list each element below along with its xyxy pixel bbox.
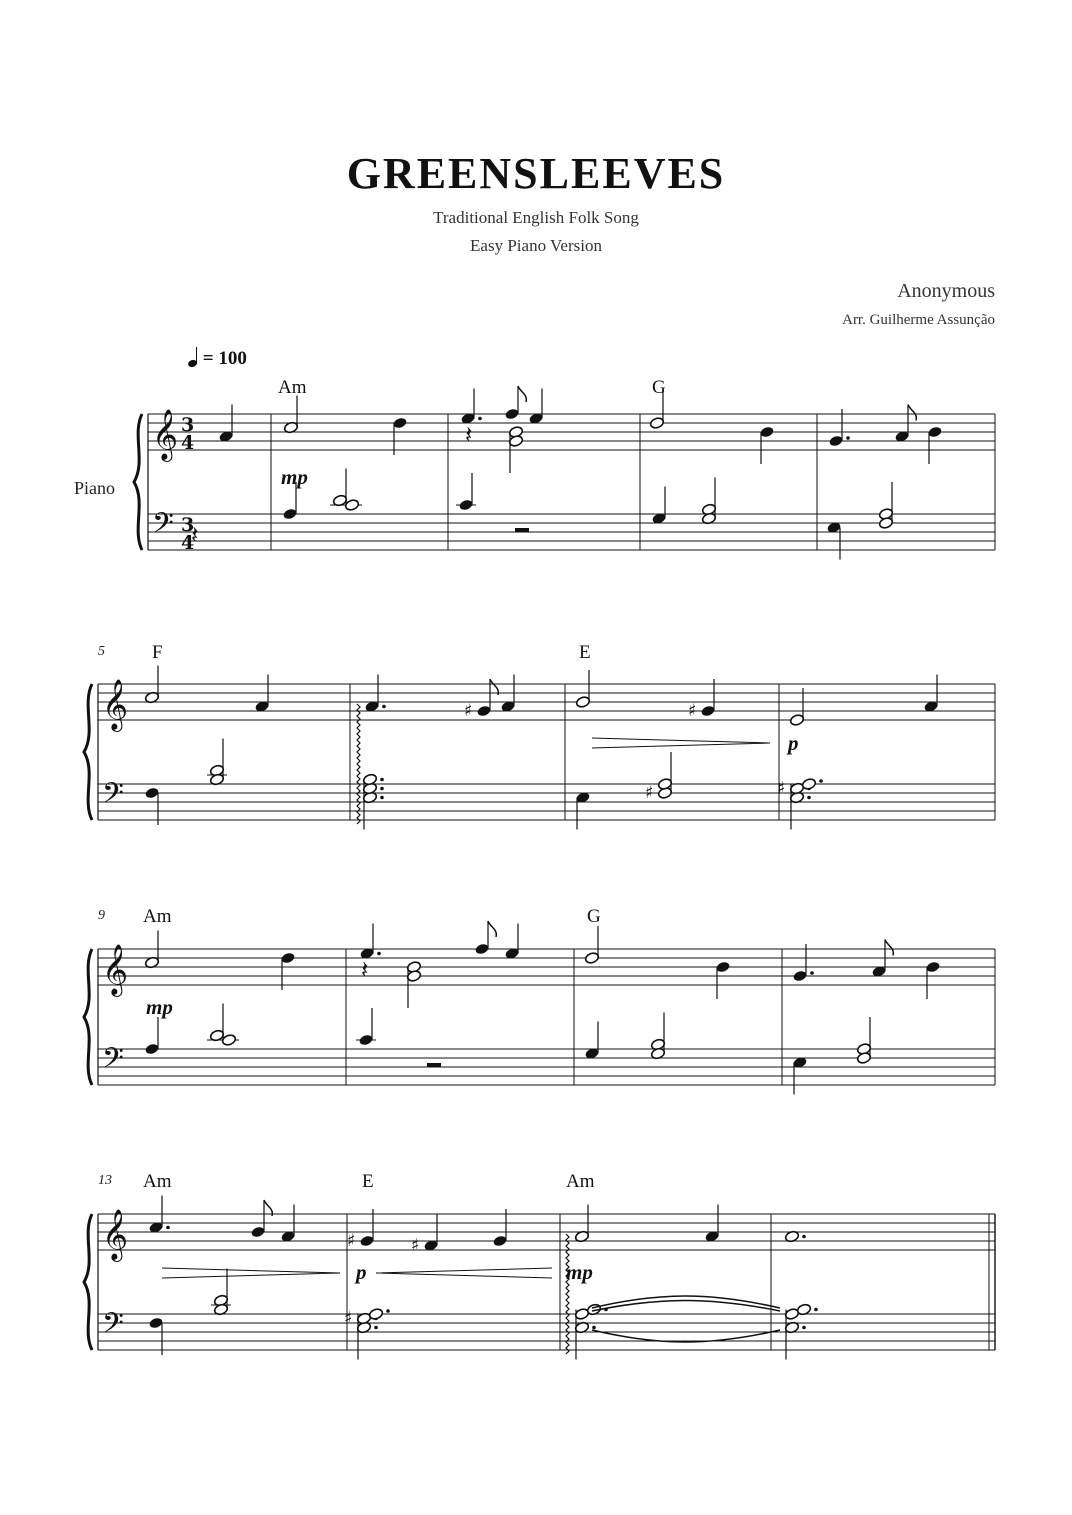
note-head bbox=[148, 1317, 163, 1330]
note-head bbox=[458, 499, 473, 512]
augmentation-dot bbox=[846, 436, 850, 440]
dynamic-marking: p bbox=[788, 731, 799, 755]
augmentation-dot bbox=[802, 1326, 806, 1330]
instrument-name: Piano bbox=[74, 478, 116, 498]
chord-symbol: F bbox=[152, 642, 163, 663]
time-signature-top: 3 bbox=[181, 514, 195, 536]
note-head bbox=[759, 426, 774, 439]
sharp-icon: ♯ bbox=[688, 701, 697, 721]
note-head bbox=[392, 417, 407, 430]
brace bbox=[84, 684, 92, 820]
augmentation-dot bbox=[380, 778, 384, 782]
time-signature-bottom: 4 bbox=[181, 532, 195, 554]
augmentation-dot bbox=[382, 705, 386, 709]
eighth-flag bbox=[885, 940, 893, 956]
time-signature-bottom: 4 bbox=[181, 432, 195, 454]
sharp-icon: ♯ bbox=[645, 783, 654, 803]
note-head bbox=[282, 508, 297, 521]
bass-clef-icon: 𝄢 bbox=[102, 1042, 124, 1082]
half-rest-icon bbox=[427, 1063, 441, 1067]
half-note-head bbox=[856, 1052, 871, 1065]
augmentation-dot bbox=[380, 796, 384, 800]
augmentation-dot bbox=[377, 952, 381, 956]
note-head bbox=[476, 705, 491, 718]
augmentation-dot bbox=[374, 1326, 378, 1330]
bass-clef-icon: 𝄢 bbox=[102, 1307, 124, 1347]
note-head bbox=[474, 943, 489, 956]
measure-number: 5 bbox=[98, 644, 105, 659]
augmentation-dot bbox=[810, 971, 814, 975]
augmentation-dot bbox=[478, 417, 482, 421]
augmentation-dot bbox=[386, 1309, 390, 1313]
note-head bbox=[358, 1034, 373, 1047]
augmentation-dot bbox=[380, 787, 384, 791]
note-head bbox=[250, 1226, 265, 1239]
augmentation-dot bbox=[802, 1235, 806, 1239]
dynamic-marking: mp bbox=[281, 465, 308, 489]
note-head bbox=[492, 1235, 507, 1248]
note-head bbox=[144, 1043, 159, 1056]
bass-clef-icon: 𝄢 bbox=[152, 507, 174, 547]
note-head bbox=[828, 435, 843, 448]
eighth-flag bbox=[908, 405, 916, 421]
measure-number: 13 bbox=[98, 1173, 112, 1188]
note-head bbox=[280, 952, 295, 965]
arpeggio-line bbox=[566, 1234, 569, 1354]
note-head bbox=[925, 961, 940, 974]
note-head bbox=[504, 408, 519, 421]
chord-symbol: Am bbox=[143, 1171, 172, 1192]
arpeggio-line bbox=[357, 704, 360, 824]
half-note-head bbox=[508, 435, 523, 448]
half-note-head bbox=[789, 714, 804, 727]
crescendo-hairpin bbox=[376, 1268, 552, 1278]
dynamic-marking: mp bbox=[566, 1260, 593, 1284]
note-head bbox=[715, 961, 730, 974]
bass-clef-icon: 𝄢 bbox=[102, 777, 124, 817]
song-title: GREENSLEEVES bbox=[346, 149, 726, 198]
augmentation-dot bbox=[166, 1226, 170, 1230]
tempo-value: = 100 bbox=[202, 348, 247, 369]
quarter-rest-icon: 𝄽 bbox=[361, 955, 369, 984]
quarter-rest-icon: 𝄽 bbox=[191, 520, 199, 549]
sharp-icon: ♯ bbox=[777, 778, 786, 799]
half-note-head bbox=[575, 696, 590, 709]
brace bbox=[84, 1214, 92, 1350]
chord-symbol: G bbox=[587, 906, 601, 927]
song-version: Easy Piano Version bbox=[470, 236, 602, 255]
arranger: Arr. Guilherme Assunção bbox=[842, 312, 995, 328]
sharp-icon: ♯ bbox=[411, 1235, 420, 1256]
dynamic-marking: mp bbox=[146, 995, 173, 1019]
chord-symbol: G bbox=[652, 377, 666, 398]
note-head bbox=[792, 970, 807, 983]
note-head bbox=[359, 1235, 374, 1248]
note-head bbox=[700, 705, 715, 718]
augmentation-dot bbox=[592, 1326, 596, 1330]
treble-clef-icon: 𝄞 bbox=[152, 409, 179, 460]
composer: Anonymous bbox=[897, 280, 995, 302]
chord-symbol: E bbox=[579, 642, 591, 663]
time-signature-top: 3 bbox=[181, 414, 195, 436]
half-note-head bbox=[649, 417, 664, 430]
quarter-rest-icon: 𝄽 bbox=[465, 420, 473, 449]
song-subtitle: Traditional English Folk Song bbox=[433, 208, 639, 227]
augmentation-dot bbox=[807, 796, 811, 800]
half-note-head bbox=[406, 970, 421, 983]
sharp-icon: ♯ bbox=[347, 1231, 356, 1251]
eighth-flag bbox=[518, 386, 526, 402]
note-head bbox=[927, 426, 942, 439]
augmentation-dot bbox=[819, 779, 823, 783]
chord-symbol: Am bbox=[278, 377, 307, 398]
chord-symbol: Am bbox=[566, 1171, 595, 1192]
eighth-flag bbox=[488, 921, 496, 937]
half-note-head bbox=[878, 517, 893, 530]
chord-symbol: E bbox=[362, 1171, 374, 1192]
chord-symbol: Am bbox=[143, 906, 172, 927]
diminuendo-hairpin bbox=[162, 1268, 340, 1278]
brace bbox=[134, 414, 142, 550]
half-note-head bbox=[584, 952, 599, 965]
treble-clef-icon: 𝄞 bbox=[102, 944, 129, 995]
measure-number: 9 bbox=[98, 908, 105, 923]
dynamic-marking: p bbox=[356, 1260, 367, 1284]
treble-clef-icon: 𝄞 bbox=[102, 1209, 129, 1260]
note-head bbox=[144, 787, 159, 800]
augmentation-dot bbox=[814, 1308, 818, 1312]
sharp-icon: ♯ bbox=[344, 1308, 353, 1329]
brace bbox=[84, 949, 92, 1085]
treble-clef-icon: 𝄞 bbox=[102, 679, 129, 730]
half-rest-icon bbox=[515, 528, 529, 532]
sharp-icon: ♯ bbox=[464, 701, 473, 721]
half-note-head bbox=[657, 778, 672, 791]
diminuendo-hairpin bbox=[592, 738, 770, 748]
